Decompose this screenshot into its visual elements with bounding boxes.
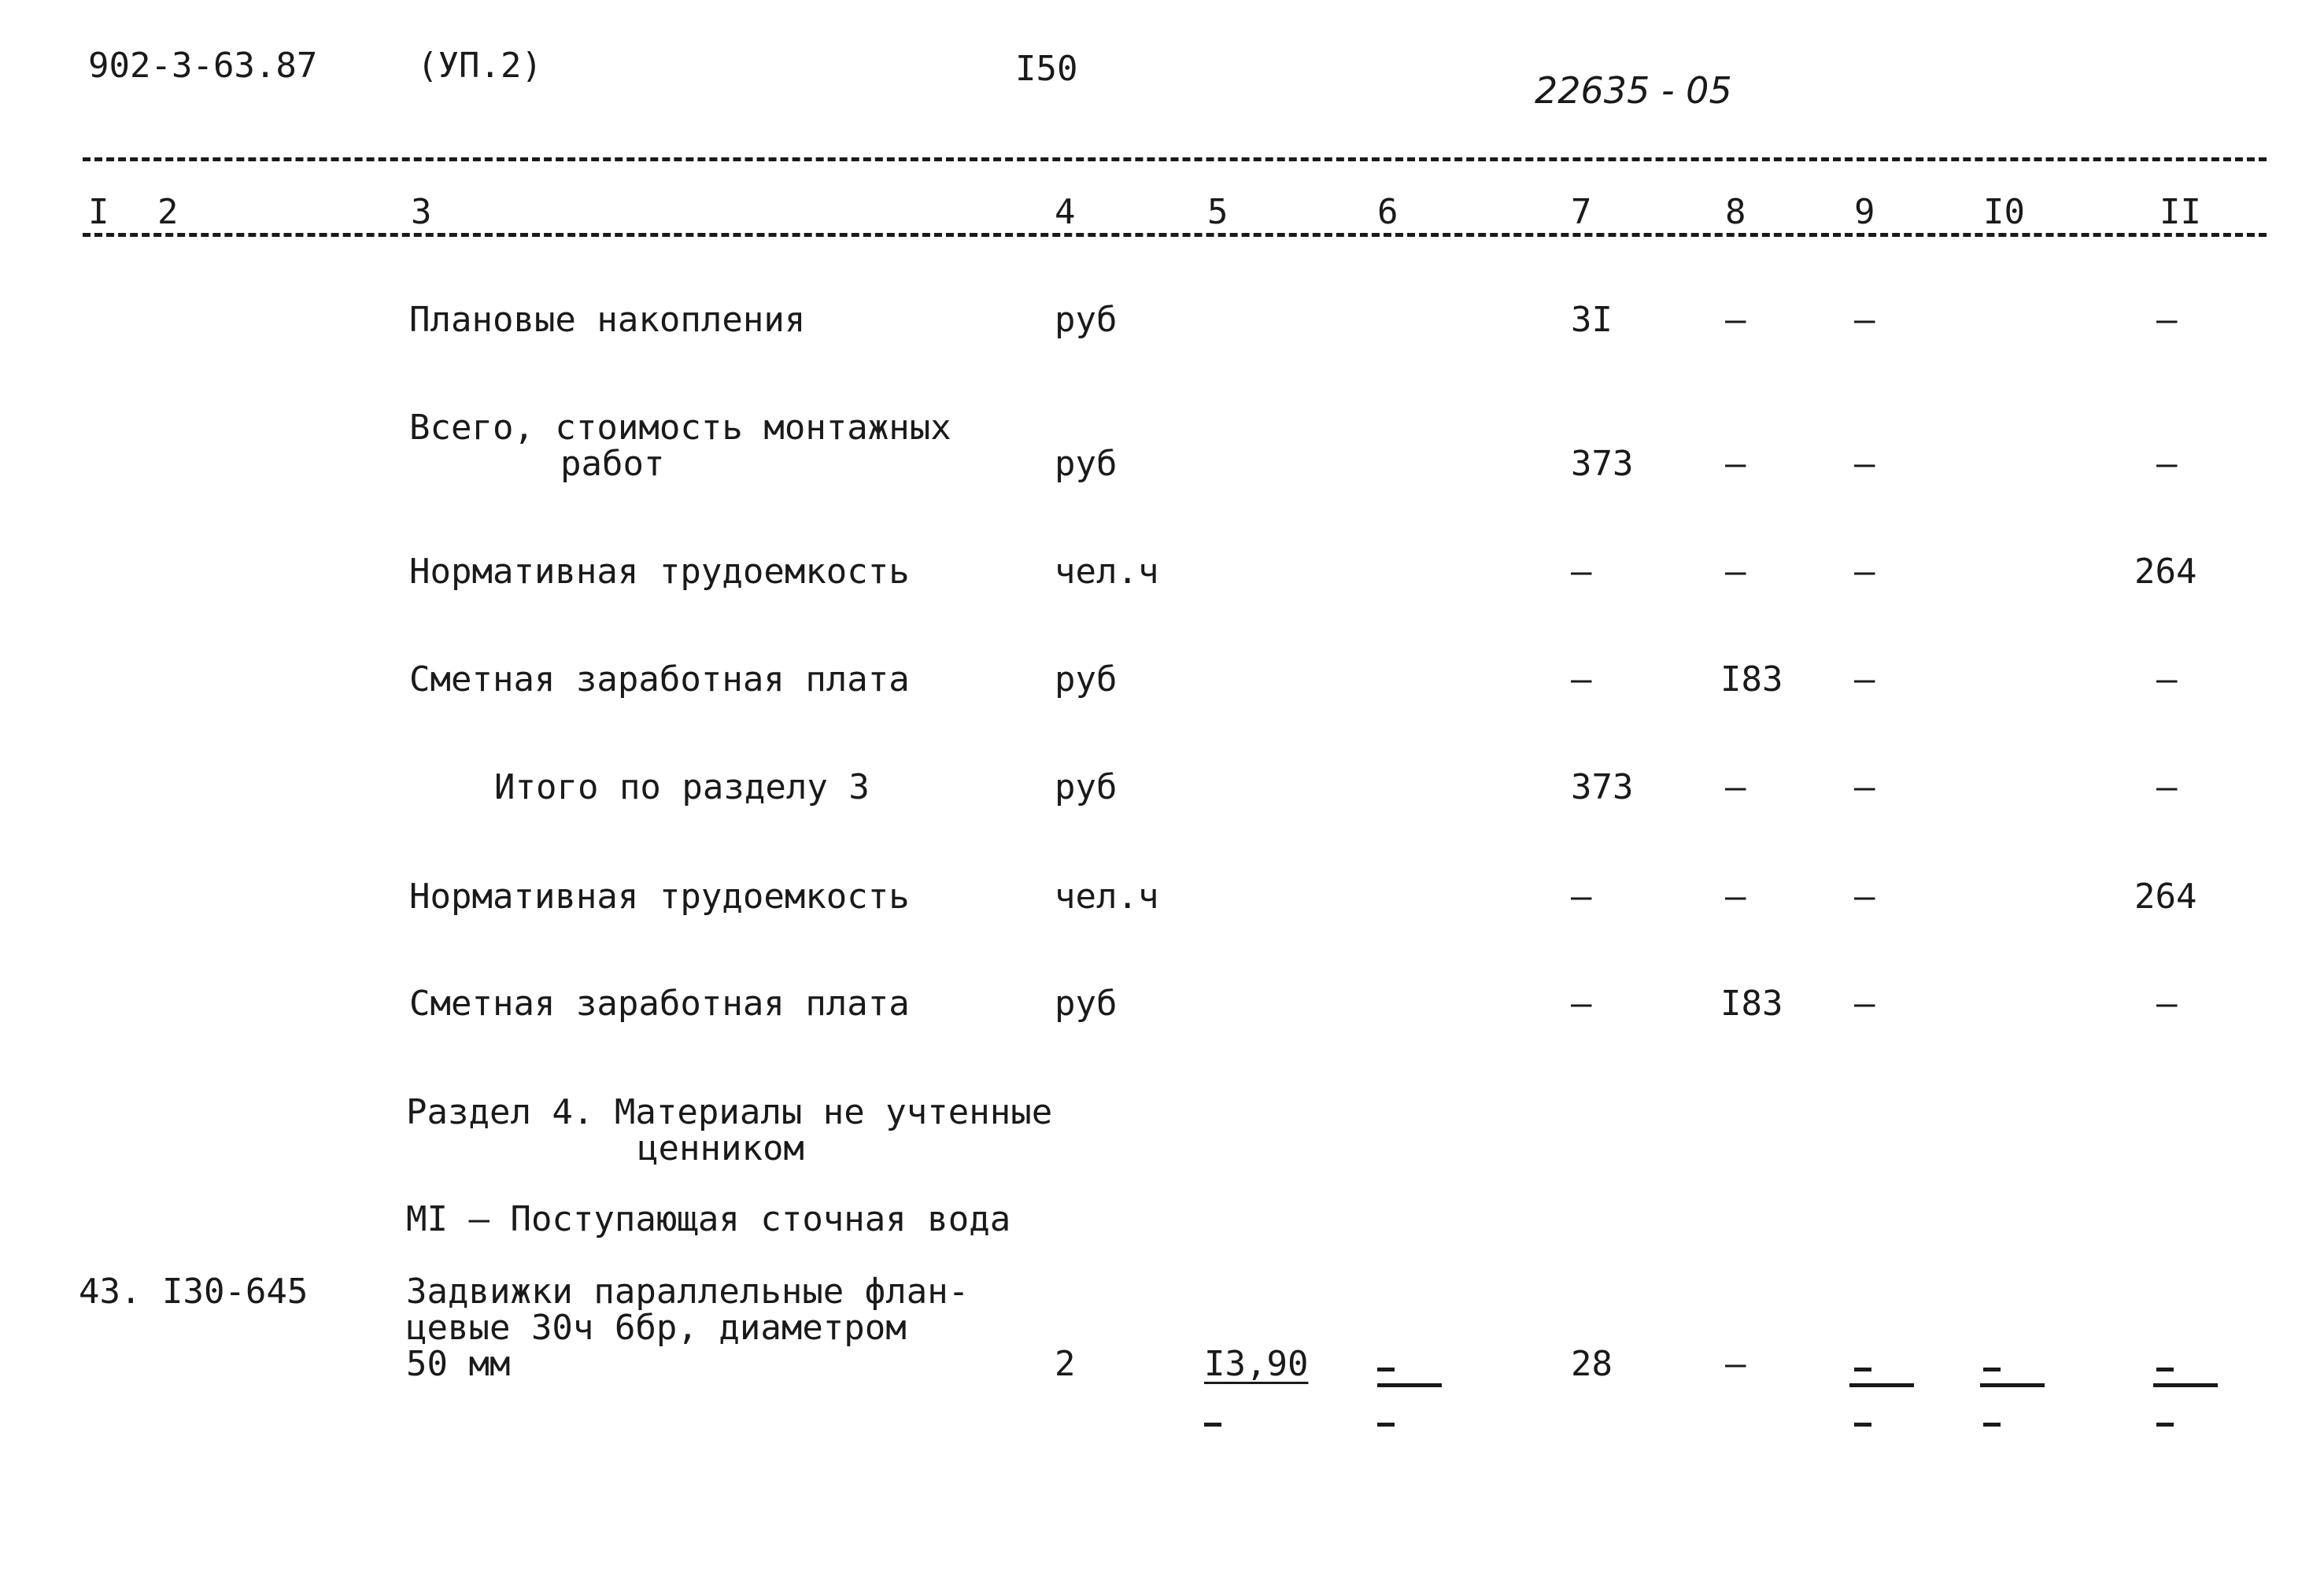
item-unit-price: I3,90 (1204, 1344, 1309, 1384)
row-name: Нормативная трудоемкость (409, 877, 910, 917)
cell-col11: – (2156, 984, 2178, 1024)
cell-col8: – (1725, 877, 1746, 917)
empty-cell-mark (1983, 1368, 2001, 1371)
cell-col8: – (1725, 300, 1746, 340)
page-number: I50 (1015, 49, 1078, 89)
row-name: Нормативная трудоемкость (409, 552, 910, 592)
empty-cell-mark (1849, 1383, 1914, 1387)
column-header: 2 (157, 192, 179, 232)
row-unit: руб (1055, 300, 1118, 340)
empty-cell-mark (2156, 1368, 2174, 1371)
item-total: 28 (1571, 1344, 1613, 1384)
row-unit: руб (1055, 659, 1118, 700)
cell-col9: – (1854, 300, 1875, 340)
item-description: Задвижки параллельные флан- (406, 1272, 970, 1312)
empty-cell-mark (1854, 1423, 1871, 1427)
cell-col8: I83 (1720, 984, 1783, 1024)
cell-col8: – (1725, 1344, 1746, 1384)
subsystem-title: МI – Поступающая сточная вода (406, 1199, 1011, 1239)
column-header: I (88, 192, 109, 232)
cell-col7: – (1571, 984, 1592, 1024)
row-unit: руб (1055, 767, 1118, 807)
row-name-continued: работ (560, 444, 665, 484)
cell-col8: I83 (1720, 659, 1783, 700)
item-number: 43. I30-645 (79, 1272, 309, 1312)
item-description-continued: 50 мм (406, 1344, 511, 1384)
cell-col9: – (1854, 877, 1875, 917)
cell-col8: – (1725, 552, 1746, 592)
empty-cell-mark (1377, 1383, 1442, 1387)
row-unit: чел.ч (1055, 877, 1159, 917)
item-description-continued: цевые 30ч 6бр, диаметром (406, 1308, 907, 1348)
cell-col7: 373 (1571, 767, 1634, 807)
cell-col11: – (2156, 300, 2178, 340)
cell-col9: – (1854, 767, 1875, 807)
empty-cell-mark (1854, 1368, 1871, 1371)
cell-col11: – (2156, 444, 2178, 484)
cell-col7: 3I (1571, 300, 1613, 340)
cell-col8: – (1725, 767, 1746, 807)
cell-col7: – (1571, 659, 1592, 700)
column-header: II (2160, 192, 2201, 232)
empty-cell-mark (2153, 1383, 2218, 1387)
cell-col7: 373 (1571, 444, 1634, 484)
cell-col9: – (1854, 984, 1875, 1024)
document-code: 902-3-63.87 (88, 46, 318, 86)
column-header: 8 (1725, 192, 1746, 232)
row-name: Всего, стоимость монтажных (409, 408, 951, 448)
empty-cell-mark (1983, 1423, 2001, 1427)
cell-col7: – (1571, 552, 1592, 592)
empty-cell-mark (1980, 1383, 2045, 1387)
empty-cell-mark (1377, 1368, 1395, 1371)
album-label: (УП.2) (417, 46, 542, 86)
section-title: Раздел 4. Материалы не учтенные (406, 1092, 1053, 1132)
row-name: Плановые накопления (409, 300, 806, 340)
cell-col11: – (2156, 767, 2178, 807)
cell-col9: – (1854, 444, 1875, 484)
item-quantity: 2 (1055, 1344, 1076, 1384)
cell-col11: – (2156, 659, 2178, 700)
column-header: 5 (1207, 192, 1229, 232)
row-name: Сметная заработная плата (409, 659, 910, 700)
row-name: Сметная заработная плата (409, 984, 910, 1024)
section-title-continued: ценником (637, 1128, 804, 1168)
row-unit: руб (1055, 444, 1118, 484)
column-header: 4 (1055, 192, 1076, 232)
cell-col11: 264 (2134, 552, 2197, 592)
empty-cell-mark (2156, 1423, 2174, 1427)
column-header: 6 (1377, 192, 1398, 232)
empty-cell-mark (1377, 1423, 1395, 1427)
empty-cell-mark (1204, 1423, 1221, 1427)
header-top-rule (83, 157, 2267, 161)
column-header: 7 (1571, 192, 1592, 232)
header-bottom-rule (83, 233, 2267, 237)
column-header: 9 (1854, 192, 1875, 232)
row-name: Итого по разделу 3 (494, 767, 870, 807)
cell-col9: – (1854, 552, 1875, 592)
cell-col9: – (1854, 659, 1875, 700)
cell-col7: – (1571, 877, 1592, 917)
column-header: I0 (1983, 192, 2025, 232)
cell-col8: – (1725, 444, 1746, 484)
stamp-number: 22635 - 05 (1535, 69, 1732, 112)
cell-col11: 264 (2134, 877, 2197, 917)
column-header: 3 (411, 192, 432, 232)
row-unit: руб (1055, 984, 1118, 1024)
row-unit: чел.ч (1055, 552, 1159, 592)
